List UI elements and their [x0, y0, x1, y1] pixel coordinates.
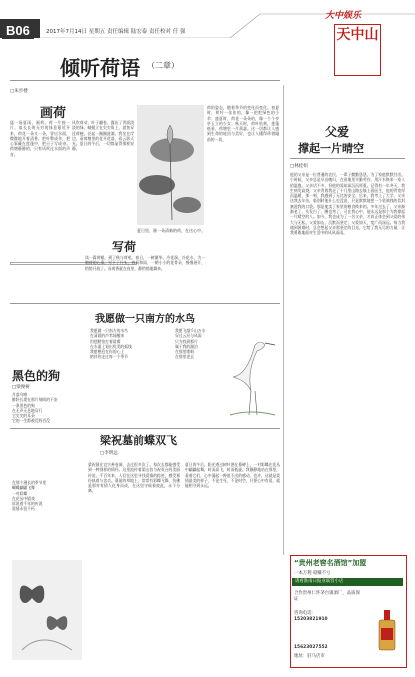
ad-address: 地址：驻马店市: [294, 654, 325, 659]
article-body-continued: 荷的姿态，随着季节的变化而变化。初夏时，荷叶一张张的，像一把把绿色的小伞；盛夏时，荷花一朵朵的，像一个个亭亭玉立的少女；秋天时，荷叶枯黄，莲蓬低垂，荷塘里一片萧瑟。这一切都让人感到生命的轮回与美好，也让人懂得珍惜眼前的一切。: [207, 105, 279, 142]
ad-banner-text: 请看淮南日报业联营小店: [295, 579, 344, 584]
wine-bottle-icon: [375, 610, 399, 655]
article-body-liangzhu: 梁祝墓在宜兴善卷洞，去过很多次了。每次去都能感受到一种别样的情怀。这里流传着梁山伯与祝英台的美丽传说，千百年来，人们在这里寻找爱情的踪迹，感受那份执着与忠贞。墓前的草地上，常常有彩蝶飞舞，仿佛是那对有情人化身而成，在这里守候着彼此，永不分离。: [88, 462, 180, 494]
date-line: 2017年7月14日 星期五 责任编辑 陆宏泰 责任校对 任 强: [46, 29, 186, 35]
ad-title: “贵州老窖名酒馆”加盟: [294, 559, 367, 567]
article-title-heise: 黑色的狗: [12, 369, 61, 383]
article-title-xiehe: 写荷: [112, 240, 137, 254]
article-body-huahe: 猛一场夏雨，画荷。荷一片接一片，似长长的无穷的绿意蔓延开来，荷花一朵又一朵，冒出水面，微微地开着清香，把叶擎成伞，把心事藏在莲蓬中，把日子写成诗。荷塘静静的，只有风吹过水面的声音。: [10, 120, 70, 157]
ad-bottle-image: [375, 610, 399, 655]
ad-phone-2: 15623027552: [294, 645, 328, 650]
page-number: B06: [2, 22, 34, 39]
section-title: 天中山: [336, 28, 379, 43]
byline-heise: □梁俊树: [12, 385, 30, 390]
divider: [10, 428, 280, 429]
feature-title: 倾听荷语: [60, 56, 140, 80]
article-body-liangzhu-2: 夏日的午后，阳光透过树叶洒在墓碑上，一对彩蝶在花丛中翩翩起舞，时而高飞，时而低旋。我静静地站在那里，看着它们，心中涌起一种说不出的感动。也许，这就是爱情最美的样子，不论生死，不论时空，只要心中有爱，就能相守到永远。: [185, 462, 280, 489]
article-body-fuqin: 他的父亲是一位普通的农民，一辈子勤勤恳恳，为了家庭默默付出。小时候，父亲总是早出晚归，在田地里辛勤劳作，用汗水换来一家人的温饱。父亲话不多，但他的爱却深沉而厚重。记得有一年冬天，我生病发高烧，父亲背着我走了十几里山路去镇上看医生，他的背宽厚而温暖，那一刻，我感到了无比的安全。后来，我考上了大学，父亲送我去车站，临别时他什么也没说，只是默默地把一个装满钱的信封塞进我的口袋。那是他卖了家里的粮食换来的。多年过去了，父亲渐渐老了，头发白了，腰也弯了，可在我心中，他永远是那个为我撑起一片晴空的人。如今，我也成为了一名父亲，才真正体会到父爱的伟大与无私。父爱如山，沉默而坚定；父爱如天，宽广而深远。每当我遇到困难时，总会想起父亲那坚定的目光，它给了我无尽的力量，让我勇敢地面对生活中的风风雨雨。: [290, 172, 405, 236]
ad-phone-1: 15203821910: [294, 617, 328, 622]
divider: [10, 303, 280, 304]
byline-fuqin: □林桂娟: [290, 164, 308, 169]
article-body-huahe-2: 风吹荷动，叶子翻卷，露出了背面淡淡的绿。蜻蜓立在尖尖角上，游鱼穿过荷梗，泛起一圈圈涟漪。我坐在岸边，看荷塘里的花开花落，看云影天光。夏日的午后，一切都显得那样安静。: [72, 120, 134, 152]
section-badge: [334, 24, 381, 76]
poem-shuiniao-2: 我愿飞越千山万水 穿过云层与风雨 只为找到那片 属于我的湖泊 在那里歌唱 在那里老去: [175, 328, 206, 360]
heron-icon: [225, 335, 280, 425]
butterfly-photo: [12, 560, 82, 660]
article-title-huahe: 画荷: [40, 106, 67, 121]
ad-phone-label: 咨询电话：: [294, 611, 316, 616]
feature-byline: □朱步楼: [10, 89, 28, 94]
column-divider: [283, 85, 284, 555]
ad-line-3: 合作贵州仁怀茅台镇酒厂，品质保证: [294, 591, 360, 602]
butterfly-illustration: [12, 560, 82, 660]
ad-banner: [292, 578, 403, 586]
lotus-illustration: [137, 105, 204, 225]
poem-liangzhu: 在那个漫长的季节里 蝴蝶翩翩飞舞 一对彩蝶 在花丛中嬉戏 诉说着千年的传说 爱情永恒不朽: [12, 480, 47, 512]
divider: [290, 158, 405, 159]
feature-subtitle: （二章）: [147, 61, 179, 70]
lotus-photo: [137, 105, 204, 225]
article-title-liangzhu: 梁祝墓前蝶双飞: [100, 434, 177, 447]
brand-logo: 大中娱乐: [325, 10, 362, 20]
poem-shuiniao: 我愿做一只南方的水鸟 在清晨的芦苇间醒来 用翅膀拍打着晨雾 在水面上划出优美的弧线 我愿栖息在你的心上 陪伴你走过每一个季节: [90, 328, 132, 360]
heron-illustration: [225, 335, 280, 425]
article-title-fuqin: 父爱: [325, 125, 350, 139]
article-body-xiehe: 读一篇荷赋，到了秋与荷苑。春日，一树繁华，冷花涧，冷花水，为一朝荷的心事。写下了片头，春风和雨，一朝小小的花骨朵，慢慢展开，悄悄开放了。而荷香就在夜里，静悄悄地飘来。: [85, 255, 205, 271]
photo-caption: 夏日里，画一朵清新的荷，在这心中。: [137, 228, 205, 233]
article-title-fuqin-2: 撑起一片晴空: [298, 142, 364, 155]
byline-liangzhu: □李明远: [100, 451, 118, 456]
ad-line-1: 一本万利 稳赚不亏: [294, 571, 331, 576]
divider: [10, 80, 280, 81]
poem-heise: 月落乌啼 醉卧长堤在那片刻间的不安 一条黑色的狗 在无声无息地穿行 它尖尖的耳朵 它的一生都被荒野吞没: [12, 392, 58, 424]
article-title-shuiniao: 我愿做一只南方的水鸟: [95, 314, 195, 325]
